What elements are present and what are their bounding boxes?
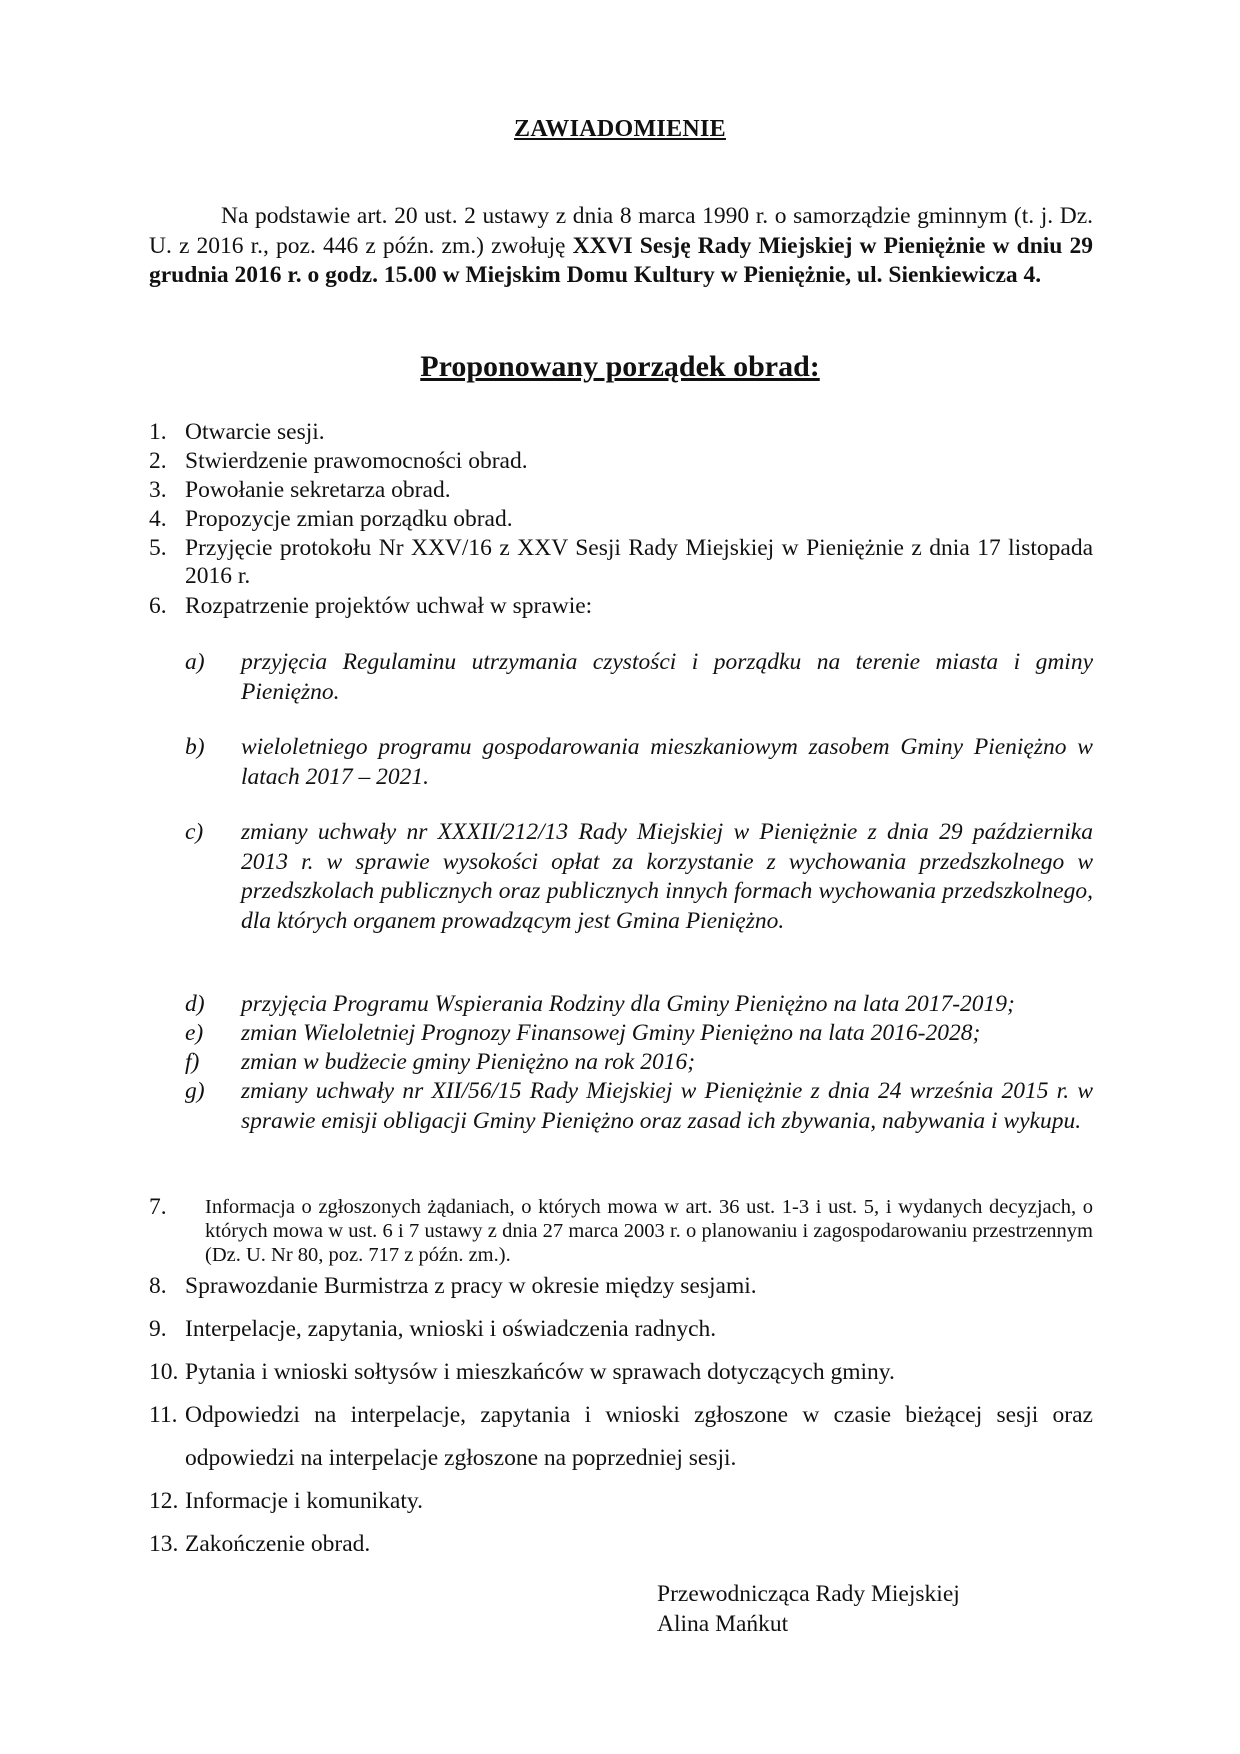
subitem-text: zmiany uchwały nr XII/56/15 Rady Miejskiej w Pieniężnie z dnia 24 września 2015 r. w sprawie emisji obligacji Gminy Pieniężno oraz zasad ich zbywania, nabywania i wykupu. — [241, 1078, 1093, 1134]
subitem-letter: a) — [185, 649, 205, 675]
subitem-text: przyjęcia Regulaminu utrzymania czystości i porządku na terenie miasta i gminy Pieniężno. — [241, 649, 1093, 705]
subitem-text: wieloletniego programu gospodarowania mieszkaniowym zasobem Gminy Pieniężno w latach 2017 – 2021. — [241, 734, 1093, 790]
agenda-item-text: Informacja o zgłoszonych żądaniach, o których mowa w art. 36 ust. 1-3 i ust. 5, i wydanych decyzjach, o których mowa w ust. 6 i 7 ustawy z dnia 27 marca 2003 r. o planowaniu i zagospodarowaniu przestrzennym (Dz. U. Nr 80, poz. 717 z późn. zm.). — [205, 1196, 1093, 1266]
agenda-item-text: Przyjęcie protokołu Nr XXV/16 z XXV Sesji Rady Miejskiej w Pieniężnie z dnia 17 listopada 2016 r. — [185, 535, 1093, 589]
subitem-letter: e) — [185, 1020, 204, 1046]
intro-text: Na podstawie art. 20 ust. 2 ustawy z dnia 8 marca 1990 r. o samorządzie gminnym (t. j. Dz. U. z 2016 r., poz. 446 z późn. zm.) zwołuję — [149, 203, 1093, 259]
subitem-text: zmiany uchwały nr XXXII/212/13 Rady Miejskiej w Pieniężnie z dnia 29 października 2013 r. w sprawie wysokości opłat za korzystanie z wychowania przedszkolnego w przedszkolach publicznych oraz publicznych innych formach wychowania przedszkolnego, dla których organem prowadzącym jest Gmina Pieniężno. — [241, 819, 1093, 934]
agenda-item-text: Interpelacje, zapytania, wnioski i oświadczenia radnych. — [185, 1316, 717, 1342]
agenda-item-number: 5. — [149, 535, 167, 561]
agenda-item-text: Propozycje zmian porządku obrad. — [185, 506, 513, 532]
subitem-text: przyjęcia Programu Wspierania Rodziny dla Gminy Pieniężno na lata 2017-2019; — [241, 991, 1015, 1017]
agenda-item-number: 8. — [149, 1273, 167, 1299]
agenda-item-number: 6. — [149, 593, 167, 619]
agenda-item-number: 2. — [149, 448, 167, 474]
signature-role: Przewodnicząca Rady Miejskiej — [657, 1581, 960, 1607]
agenda-item-text: Otwarcie sesji. — [185, 419, 325, 445]
agenda-item-number: 11. — [149, 1402, 178, 1428]
agenda-item-number: 9. — [149, 1316, 167, 1342]
subitem-letter: f) — [185, 1049, 200, 1075]
subitem-text: zmian Wieloletniej Prognozy Finansowej Gminy Pieniężno na lata 2016-2028; — [241, 1020, 981, 1046]
agenda-item-number: 1. — [149, 419, 167, 445]
agenda-item-number: 13. — [149, 1531, 179, 1557]
agenda-item-text: Sprawozdanie Burmistrza z pracy w okresie między sesjami. — [185, 1273, 757, 1299]
subitem-letter: d) — [185, 991, 205, 1017]
signature-name: Alina Mańkut — [657, 1611, 789, 1637]
subitem-letter: c) — [185, 819, 204, 845]
agenda-item-text: Powołanie sekretarza obrad. — [185, 477, 451, 503]
intro-paragraph — [149, 202, 1093, 291]
subitem-letter: b) — [185, 734, 205, 760]
agenda-item-text: Stwierdzenie prawomocności obrad. — [185, 448, 528, 474]
agenda-item-number: 10. — [149, 1359, 179, 1385]
document-title: ZAWIADOMIENIE — [514, 116, 726, 142]
agenda-item-text: Zakończenie obrad. — [185, 1531, 371, 1557]
intro-session-details: XXVI Sesję Rady Miejskiej w Pieniężnie w dniu 29 grudnia 2016 r. o godz. 15.00 w Miejskim Domu Kultury w Pieniężnie, ul. Sienkiewicza 4. — [149, 232, 1093, 288]
subitem-letter: g) — [185, 1078, 205, 1104]
agenda-item-text: Pytania i wnioski sołtysów i mieszkańców w sprawach dotyczących gminy. — [185, 1359, 895, 1385]
agenda-item-number: 7. — [149, 1194, 167, 1220]
subitem-text: zmian w budżecie gminy Pieniężno na rok 2016; — [241, 1049, 696, 1075]
agenda-item-number: 4. — [149, 506, 167, 532]
agenda-item-number: 3. — [149, 477, 167, 503]
agenda-item-text: Odpowiedzi na interpelacje, zapytania i wnioski zgłoszone w czasie bieżącej sesji oraz odpowiedzi na interpelacje zgłoszone na poprzedniej sesji. — [185, 1402, 1093, 1471]
agenda-item-text: Rozpatrzenie projektów uchwał w sprawie: — [185, 593, 593, 619]
agenda-title: Proponowany porządek obrad: — [420, 350, 820, 383]
agenda-item-text: Informacje i komunikaty. — [185, 1488, 423, 1514]
agenda-item-number: 12. — [149, 1488, 179, 1514]
